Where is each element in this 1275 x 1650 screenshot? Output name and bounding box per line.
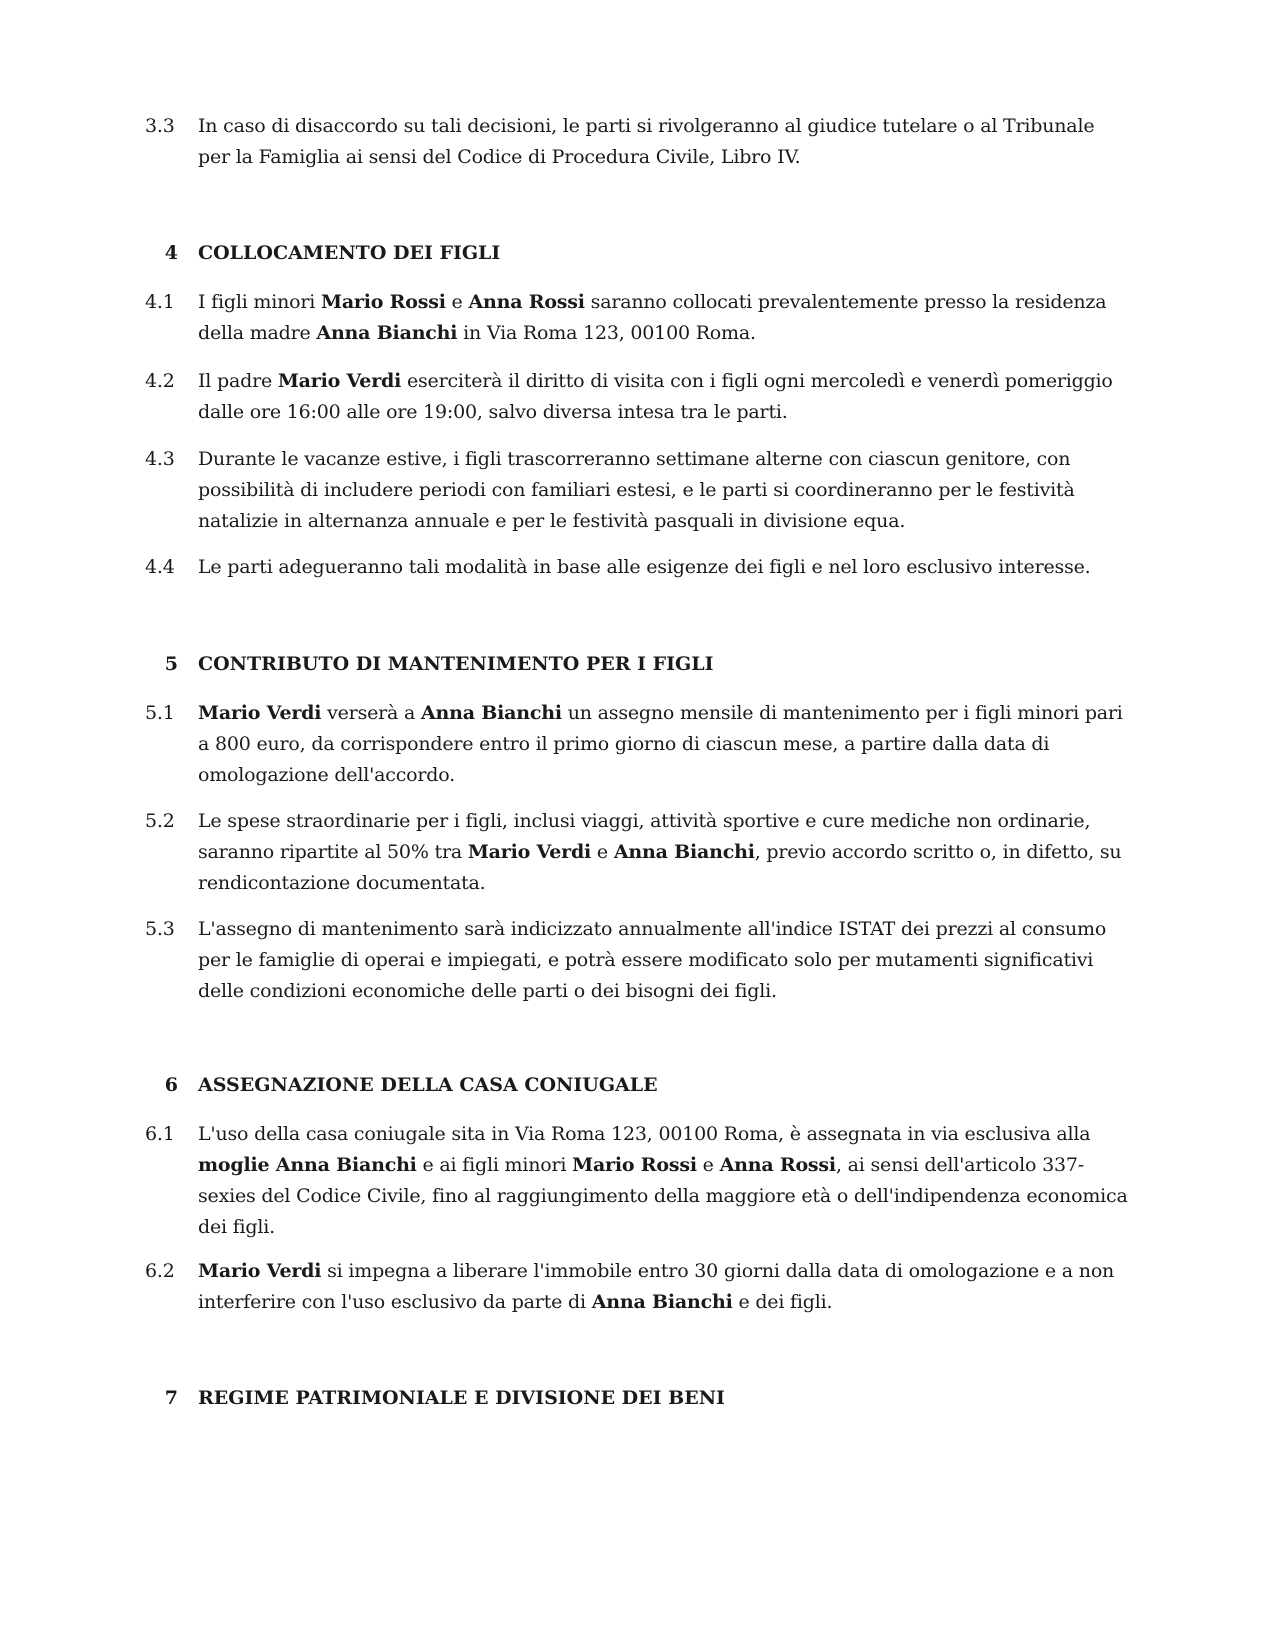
text-run: e ai figli minori (416, 1154, 573, 1176)
clause-4-1 (145, 287, 1130, 349)
clause-number: 6.2 (145, 1260, 175, 1282)
text-run: In caso di disaccordo su tali decisioni, le parti si rivolgeranno al giudice tutelare o al Tribunale per la Famiglia ai sensi del Codice di Procedura Civile, Libro IV. (198, 115, 1095, 168)
section-number: 4 (164, 242, 178, 264)
clause-number: 5.2 (145, 810, 175, 832)
clause-3-3 (145, 111, 1130, 173)
bold-name: Mario Rossi (320, 291, 446, 313)
clause-number: 4.3 (145, 448, 175, 470)
clause-5-2 (145, 806, 1130, 899)
text-run: , ai sensi dell'articolo 337-sexies del Codice Civile, fino al raggiungimento della maggiore età o dell'indipendenza economica dei figli. (198, 1154, 1128, 1238)
bold-name: Anna Rossi (719, 1154, 836, 1176)
clause-text (198, 552, 1130, 583)
bold-name: Mario Verdi (277, 370, 402, 392)
clause-number: 4.4 (145, 556, 175, 578)
section-7-heading (145, 1383, 1130, 1414)
clause-number: 4.2 (145, 370, 175, 392)
text-run: Il padre (198, 370, 278, 392)
text-run: verserà a (321, 702, 421, 724)
section-6-heading (145, 1070, 1130, 1101)
text-run: e (591, 841, 614, 863)
section-5-heading (145, 649, 1130, 680)
clause-number: 5.1 (145, 702, 175, 724)
clause-4-3 (145, 444, 1130, 537)
clause-6-1 (145, 1119, 1130, 1243)
text-run: si impegna a liberare l'immobile entro 30 giorni dalla data di omologazione e a non interferire con l'uso esclusivo da parte di (198, 1260, 1115, 1313)
clause-text (198, 914, 1130, 1007)
text-run: saranno collocati prevalentemente presso la residenza della madre (198, 291, 1107, 344)
text-run: L'uso della casa coniugale sita in Via Roma 123, 00100 Roma, è assegnata in via esclusiva alla (198, 1123, 1091, 1145)
clause-text (198, 366, 1130, 428)
clause-number: 6.1 (145, 1123, 175, 1145)
bold-name: Mario Verdi (198, 1260, 322, 1282)
section-4-heading (145, 238, 1130, 269)
bold-name: Anna Rossi (468, 291, 585, 313)
text-run: L'assegno di mantenimento sarà indicizzato annualmente all'indice ISTAT dei prezzi al consumo per le famiglie di operai e impiegati, e potrà essere modificato solo per mutamenti significativi delle condizioni economiche delle parti o dei bisogni dei figli. (198, 918, 1107, 1002)
bold-name: Anna Bianchi (316, 322, 458, 344)
section-number: 7 (164, 1387, 178, 1409)
clause-number: 3.3 (145, 115, 175, 137)
clause-number: 4.1 (145, 291, 175, 313)
clause-6-2 (145, 1256, 1130, 1318)
section-title: COLLOCAMENTO DEI FIGLI (198, 242, 501, 264)
text-run: eserciterà il diritto di visita con i figli ogni mercoledì e venerdì pomeriggio dalle ore 16:00 alle ore 19:00, salvo diversa intesa tra le parti. (198, 370, 1113, 423)
text-run: un assegno mensile di mantenimento per i figli minori pari a 800 euro, da corrispondere entro il primo giorno di ciascun mese, a partire dalla data di omologazione dell'accordo. (198, 702, 1123, 786)
text-run: e dei figli. (732, 1291, 833, 1313)
bold-name: Mario Verdi (198, 702, 322, 724)
bold-name: Anna Bianchi (613, 841, 755, 863)
text-run: , previo accordo scritto o, in difetto, su rendicontazione documentata. (198, 841, 1122, 894)
text-run: Durante le vacanze estive, i figli trascorreranno settimane alterne con ciascun genitore, con possibilità di includere periodi con familiari estesi, e le parti si coordineranno per le festività natalizie in alternanza annuale e per le festività pasquali in divisione equa. (198, 448, 1075, 532)
bold-name: moglie Anna Bianchi (198, 1154, 417, 1176)
text-run: I figli minori (198, 291, 321, 313)
clause-text (198, 287, 1130, 349)
section-title: CONTRIBUTO DI MANTENIMENTO PER I FIGLI (198, 653, 714, 675)
clause-text (198, 111, 1130, 173)
section-title: REGIME PATRIMONIALE E DIVISIONE DEI BENI (198, 1387, 725, 1409)
text-run: in Via Roma 123, 00100 Roma. (457, 322, 756, 344)
clause-text (198, 444, 1130, 537)
section-number: 6 (164, 1074, 178, 1096)
bold-name: Mario Verdi (467, 841, 592, 863)
bold-name: Anna Bianchi (591, 1291, 733, 1313)
clause-text (198, 1119, 1130, 1243)
clause-4-4 (145, 552, 1130, 583)
clause-text (198, 1256, 1130, 1318)
clause-number: 5.3 (145, 918, 175, 940)
clause-5-3 (145, 914, 1130, 1007)
bold-name: Anna Bianchi (420, 702, 562, 724)
text-run: e (445, 291, 469, 313)
clause-text (198, 806, 1130, 899)
clause-5-1 (145, 698, 1130, 791)
clause-text (198, 698, 1130, 791)
section-number: 5 (164, 653, 178, 675)
text-run: Le spese straordinarie per i figli, inclusi viaggi, attività sportive e cure mediche non ordinarie, saranno ripartite al 50% tra (198, 810, 1091, 863)
bold-name: Mario Rossi (572, 1154, 697, 1176)
section-title: ASSEGNAZIONE DELLA CASA CONIUGALE (198, 1074, 658, 1096)
text-run: e (696, 1154, 720, 1176)
clause-4-2 (145, 366, 1130, 428)
text-run: Le parti adegueranno tali modalità in base alle esigenze dei figli e nel loro esclusivo interesse. (198, 556, 1091, 578)
